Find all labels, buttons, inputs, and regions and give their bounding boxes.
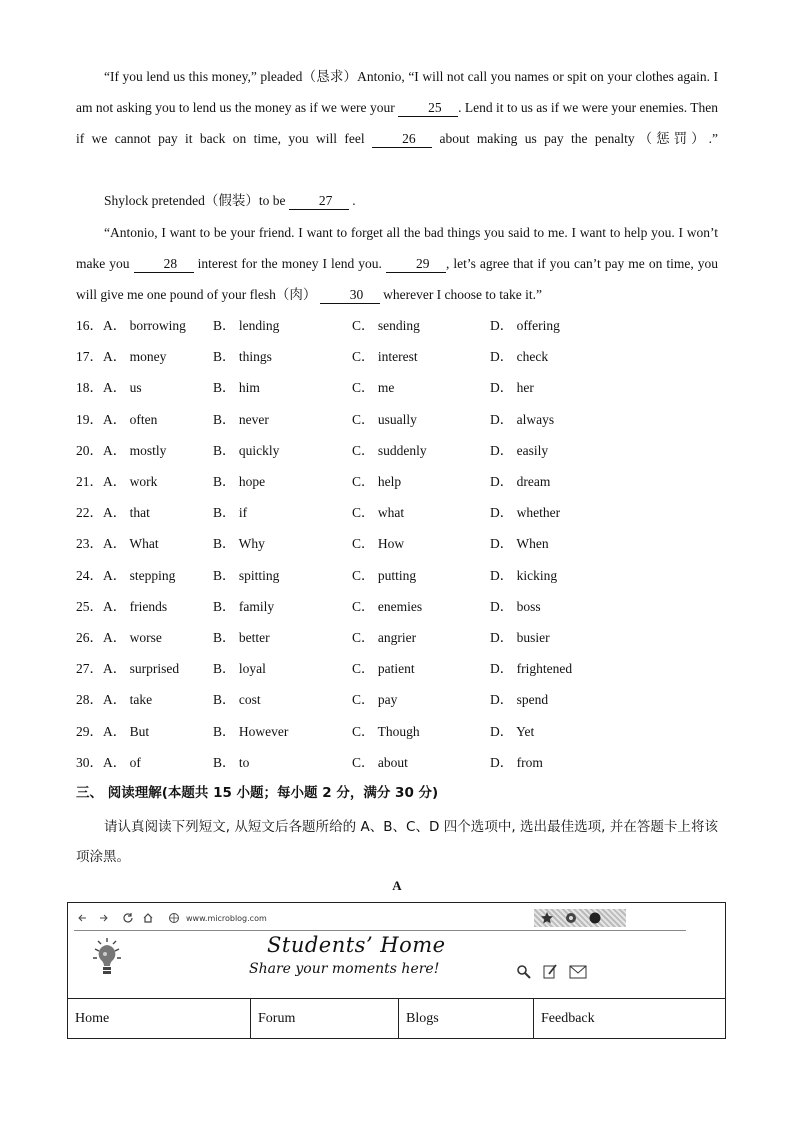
option-c[interactable]: C． Though — [352, 723, 420, 739]
passage-text: wherever I choose to take it.” — [383, 287, 543, 302]
passage-paragraph-2 — [76, 185, 718, 216]
blank-26: 26 — [372, 131, 432, 148]
blank-30: 30 — [320, 287, 380, 304]
nav-item-forum[interactable]: Forum — [251, 999, 399, 1039]
lightbulb-icon — [92, 937, 122, 979]
question-row — [76, 347, 736, 367]
option-c[interactable]: C． interest — [352, 349, 418, 365]
option-c[interactable]: C． putting — [352, 567, 417, 583]
section-instruction: 请认真阅读下列短文, 从短文后各题所给的 A、B、C、D 四个选项中, 选出最佳选项, 并在答题卡上将该项涂黑。 — [76, 819, 718, 865]
option-b[interactable]: B． loyal — [213, 661, 266, 677]
blank-27: 27 — [289, 193, 349, 210]
nav-item-feedback[interactable]: Feedback — [541, 1011, 595, 1026]
question-number: 16． — [76, 318, 103, 333]
option-c[interactable]: C． about — [352, 754, 408, 770]
option-c[interactable]: C． what — [352, 505, 405, 521]
option-d[interactable]: D． from — [490, 754, 543, 770]
question-number: 28． — [76, 692, 103, 708]
question-row — [76, 472, 736, 492]
option-d[interactable]: D． offering — [490, 318, 560, 333]
option-b[interactable]: B． him — [213, 380, 260, 396]
option-a[interactable]: A． friends — [103, 598, 168, 614]
passage-text: interest for the money I lend you. — [197, 256, 382, 271]
option-d[interactable]: D． kicking — [490, 567, 558, 583]
question-row — [76, 753, 736, 773]
option-c[interactable]: C． patient — [352, 661, 415, 677]
question-row — [76, 503, 736, 523]
passage-text: Shylock pretended（假装）to be — [104, 193, 286, 208]
url-text: www.microblog.com — [186, 914, 267, 923]
option-b[interactable]: B． Why — [213, 536, 265, 552]
question-number: 25． — [76, 598, 103, 614]
option-c[interactable]: C． sending — [352, 318, 420, 333]
option-d[interactable]: D． spend — [490, 692, 549, 708]
option-a[interactable]: A． mostly — [103, 442, 167, 458]
question-number: 29． — [76, 723, 103, 739]
option-a[interactable]: A． What — [103, 536, 159, 552]
option-a[interactable]: A． But — [103, 723, 150, 739]
blank-25: 25 — [398, 100, 458, 117]
passage-label: A — [392, 878, 402, 893]
globe-icon — [168, 912, 180, 924]
edit-icon[interactable] — [542, 963, 558, 980]
option-b[interactable]: B． if — [213, 505, 248, 521]
home-icon — [142, 912, 154, 924]
option-c[interactable]: C． me — [352, 380, 395, 396]
question-number: 30． — [76, 754, 103, 770]
website-header-image — [67, 902, 726, 1039]
question-row — [76, 659, 736, 679]
search-icon[interactable] — [516, 964, 532, 980]
question-number: 22． — [76, 505, 103, 521]
option-a[interactable]: A． often — [103, 411, 158, 427]
site-tagline: Share your moments here! — [249, 961, 440, 977]
option-c[interactable]: C． usually — [352, 411, 417, 427]
passage-text: “Antonio, I want to be your friend. I want to forget all the bad things you said to me. I want to help you. I won’t make you — [76, 225, 718, 271]
option-d[interactable]: D． When — [490, 536, 549, 552]
site-title: Students’ Home — [267, 933, 446, 957]
option-a[interactable]: A． that — [103, 505, 150, 521]
question-row — [76, 628, 736, 648]
option-b[interactable]: B． family — [213, 598, 275, 614]
option-a[interactable]: A． of — [103, 754, 141, 770]
option-d[interactable]: D． Yet — [490, 723, 535, 739]
option-b[interactable]: B． quickly — [213, 442, 280, 458]
option-c[interactable]: C． angrier — [352, 630, 417, 645]
back-arrow-icon — [78, 913, 88, 923]
forward-arrow-icon — [98, 913, 108, 923]
option-a[interactable]: A． worse — [103, 630, 162, 645]
option-a[interactable]: A． money — [103, 349, 167, 365]
option-c[interactable]: C． suddenly — [352, 442, 427, 458]
option-a[interactable]: A． work — [103, 474, 158, 489]
question-number: 23． — [76, 536, 103, 552]
question-number: 18． — [76, 380, 103, 396]
option-b[interactable]: B． hope — [213, 474, 266, 489]
passage-text: . — [352, 193, 356, 208]
blank-28: 28 — [134, 256, 194, 273]
nav-item-home[interactable]: Home — [68, 999, 251, 1039]
refresh-icon — [122, 912, 134, 924]
option-a[interactable]: A． borrowing — [103, 318, 186, 333]
passage-text: Lend it to us as if we were your enemies. Then if we cannot pay it back on time, you will feel — [76, 100, 718, 146]
option-d[interactable]: D． whether — [490, 505, 561, 521]
nav-item-blogs[interactable]: Blogs — [399, 999, 534, 1039]
question-number: 26． — [76, 630, 103, 645]
option-d[interactable]: D． boss — [490, 598, 541, 614]
question-row — [76, 378, 736, 398]
option-d[interactable]: D． busier — [490, 630, 550, 645]
option-c[interactable]: C． help — [352, 474, 402, 489]
option-b[interactable]: B． However — [213, 723, 289, 739]
option-c[interactable]: C． pay — [352, 692, 398, 708]
option-a[interactable]: A． surprised — [103, 661, 180, 677]
question-number: 20． — [76, 442, 103, 458]
question-row — [76, 690, 736, 710]
site-nav — [68, 998, 725, 1039]
option-b[interactable]: B． better — [213, 630, 270, 645]
option-b[interactable]: B． cost — [213, 692, 261, 708]
option-d[interactable]: D． check — [490, 349, 549, 365]
question-row — [76, 534, 736, 554]
option-c[interactable]: C． enemies — [352, 598, 423, 614]
profile-icon — [588, 911, 602, 925]
question-row — [76, 316, 736, 336]
option-d[interactable]: D． her — [490, 380, 534, 396]
question-number: 19． — [76, 411, 103, 427]
option-b[interactable]: B． lending — [213, 318, 280, 333]
question-row — [76, 410, 736, 430]
question-row — [76, 722, 736, 742]
question-row — [76, 441, 736, 461]
option-a[interactable]: A． take — [103, 692, 153, 708]
mail-icon[interactable] — [569, 965, 587, 979]
question-number: 24． — [76, 567, 103, 583]
blank-29: 29 — [386, 256, 446, 273]
option-b[interactable]: B． to — [213, 754, 250, 770]
option-a[interactable]: A． us — [103, 380, 142, 396]
option-d[interactable]: D． easily — [490, 442, 549, 458]
section-heading: 三、 阅读理解(本题共 15 小题；每小题 2 分，满分 30 分) — [76, 785, 439, 801]
question-number: 27． — [76, 661, 103, 677]
option-b[interactable]: B． things — [213, 349, 272, 365]
browser-toolbar — [74, 907, 686, 931]
option-b[interactable]: B． spitting — [213, 567, 280, 583]
question-number: 21． — [76, 474, 103, 489]
passage-paragraph-3 — [76, 217, 718, 310]
question-row — [76, 566, 736, 586]
option-c[interactable]: C． How — [352, 536, 405, 552]
option-d[interactable]: D． dream — [490, 474, 551, 489]
settings-icon — [564, 911, 578, 925]
passage-text: “If you lend us this money,” pleaded（恳求）Antonio, “I will not call you names or spit on your clothes again. I am not asking you to lend us the money as if we were your — [76, 69, 718, 115]
question-row — [76, 597, 736, 617]
option-d[interactable]: D． always — [490, 411, 555, 427]
passage-text: about making us pay the penalty（惩罚）.” — [439, 131, 719, 146]
option-b[interactable]: B． never — [213, 411, 269, 427]
passage-paragraph-1: “If you lend us this money,” pleaded（恳求）Antonio, “I will not call you names or spit on your clothes again. I am not asking you to lend us the money as if we were your 25 . Lend it to us as if we were your enemies. Then if we cannot pay it back on time, you will feel 26 about making us pay the penalty（惩罚）.” — [76, 69, 719, 146]
toolbar-divider — [74, 930, 686, 931]
star-icon — [540, 911, 554, 925]
option-d[interactable]: D． frightened — [490, 661, 573, 677]
option-a[interactable]: A． stepping — [103, 567, 176, 583]
passage-text: , let’s agree that if you can’t pay me on time, you will give me one pound of your flesh（肉） — [76, 256, 719, 302]
question-number: 17． — [76, 349, 103, 365]
